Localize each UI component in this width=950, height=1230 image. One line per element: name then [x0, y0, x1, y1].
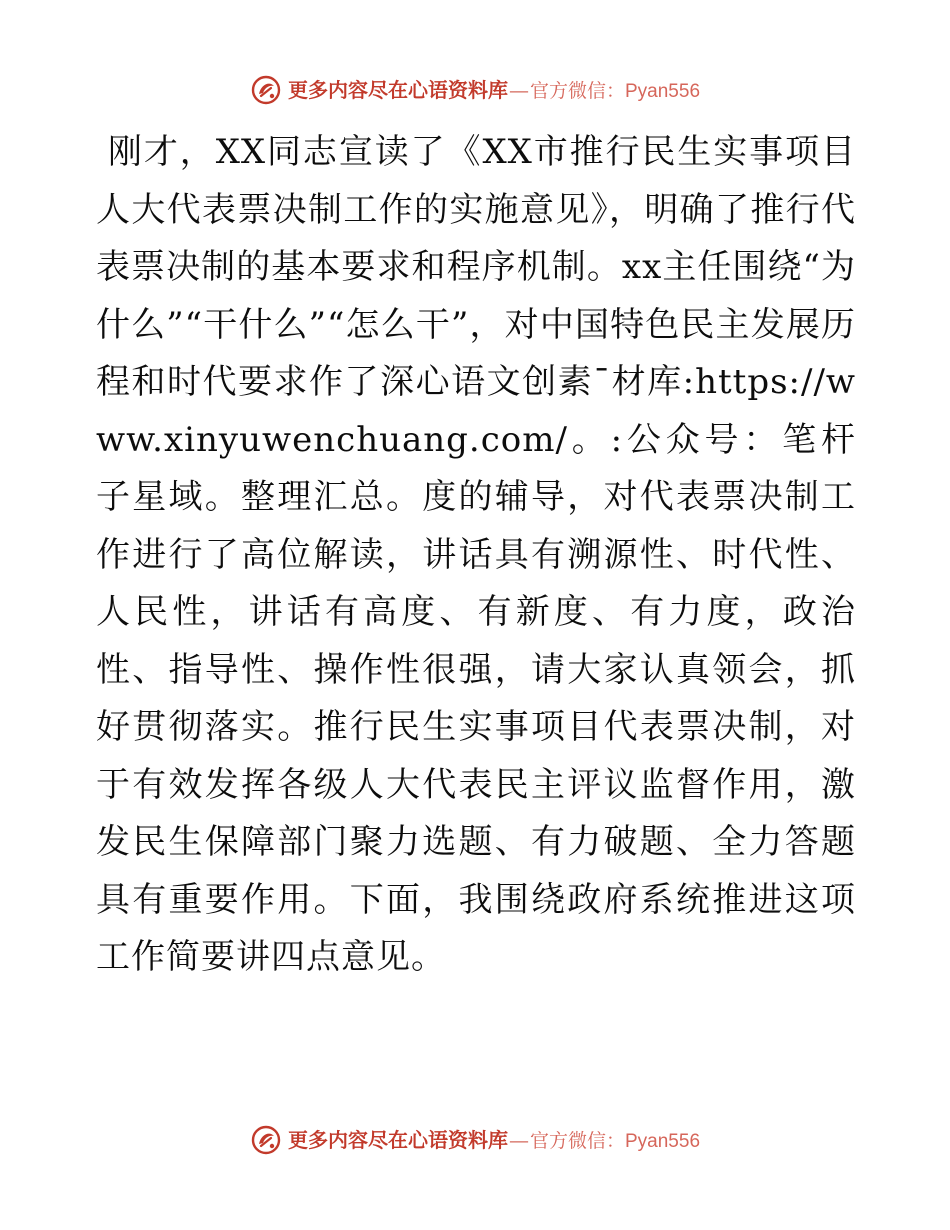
red-swirl-logo-icon: [250, 1124, 282, 1156]
document-paragraph: 刚才，XX同志宣读了《XX市推行民生实事项目人大代表票决制工作的实施意见》，明确了推行代表票决制的基本要求和程序机制。xx主任围绕“为什么”“干什么”“怎么干”，对中国特色民主发展历程和时代要求作了深心语文创素¯材库:https://www.xinyuwenchuang.com/。:公众号：笔杆子星域。整理汇总。度的辅导，对代表票决制工作进行了高位解读，讲话具有溯源性、时代性、人民性，讲话有高度、有新度、有力度，政治性、指导性、操作性很强，请大家认真领会，抓好贯彻落实。推行民生实事项目代表票决制，对于有效发挥各级人大代表民主评议监督作用，激发民生保障部门聚力选题、有力破题、全力答题具有重要作用。下面，我围绕政府系统推进这项工作简要讲四点意见。: [96, 132, 856, 977]
footer-banner: [0, 1120, 950, 1160]
header-banner-wechat-id: Pyan556: [625, 80, 701, 102]
footer-banner-title: 更多内容尽在心语资料库: [287, 1127, 508, 1152]
footer-banner-text: [287, 1127, 701, 1152]
header-banner: [0, 70, 950, 110]
footer-banner-wechat-id: Pyan556: [625, 1130, 701, 1152]
footer-banner-separator: —: [508, 1127, 529, 1152]
header-banner-separator: —: [508, 77, 529, 102]
header-banner-wechat-label: 官方微信：: [529, 79, 625, 102]
footer-banner-wechat-label: 官方微信：: [529, 1129, 625, 1152]
red-swirl-logo-icon: [250, 74, 282, 106]
header-banner-text: [287, 77, 701, 102]
header-banner-title: 更多内容尽在心语资料库: [287, 77, 508, 102]
